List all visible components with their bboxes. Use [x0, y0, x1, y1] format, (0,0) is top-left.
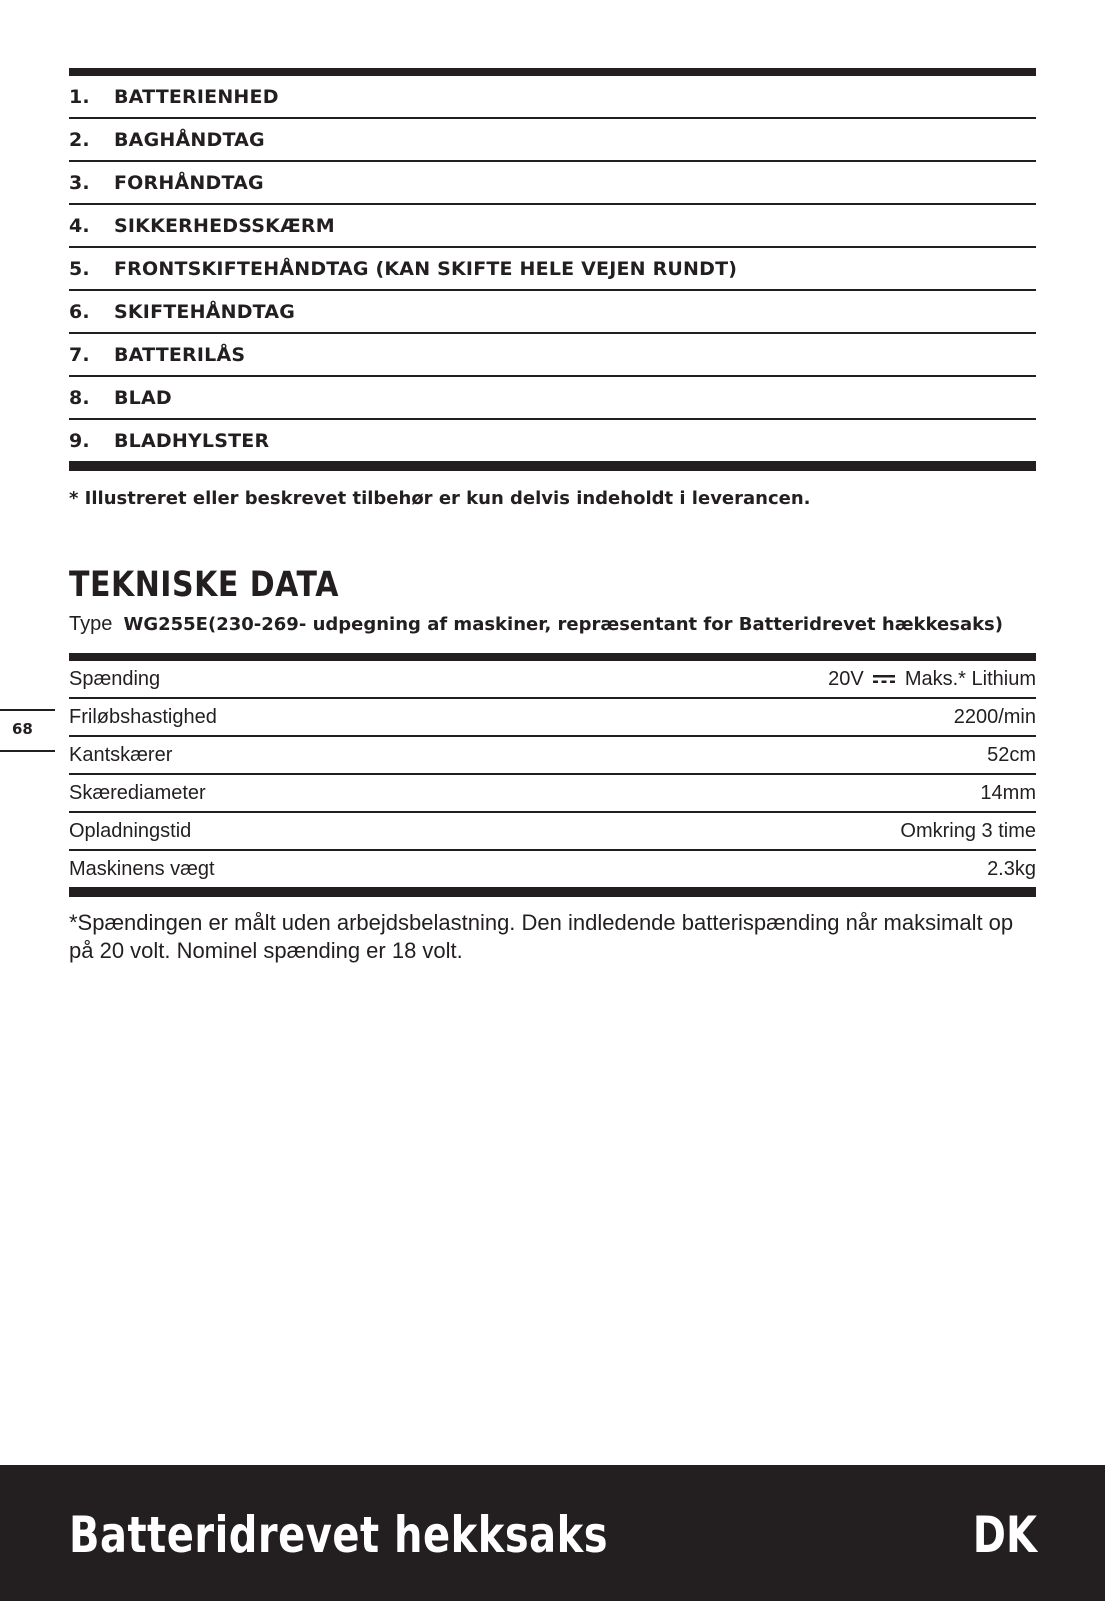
spec-top-rule	[69, 653, 1036, 661]
part-row	[69, 162, 1036, 205]
part-number: 5.	[69, 257, 90, 280]
bottom-rule	[69, 463, 1036, 471]
spec-label: Spænding	[69, 667, 161, 690]
spec-label: Maskinens vægt	[69, 857, 215, 880]
spec-row	[69, 661, 1036, 699]
part-label: BLADHYLSTER	[114, 429, 270, 452]
spec-label: Friløbshastighed	[69, 705, 217, 728]
part-row	[69, 76, 1036, 119]
spec-label: Opladningstid	[69, 819, 192, 842]
type-label: Type	[69, 613, 113, 635]
part-number: 8.	[69, 386, 90, 409]
technical-data-section	[69, 566, 1036, 965]
type-line	[69, 610, 1036, 639]
part-label: BLAD	[114, 386, 172, 409]
part-label: FRONTSKIFTEHÅNDTAG (KAN SKIFTE HELE VEJEN RUNDT)	[114, 257, 738, 280]
type-value: WG255E(230-269- udpegning af maskiner, repræsentant for Batteridrevet hækkesaks)	[123, 614, 1003, 635]
spec-row	[69, 699, 1036, 737]
part-row	[69, 420, 1036, 463]
part-row	[69, 119, 1036, 162]
part-number: 6.	[69, 300, 90, 323]
top-rule	[69, 68, 1036, 76]
spec-value: 2.3kg	[987, 857, 1036, 880]
part-number: 2.	[69, 128, 90, 151]
spec-value-voltage: 20V	[828, 667, 864, 690]
parts-note: * Illustreret eller beskrevet tilbehør er kun delvis indeholdt i leverancen.	[69, 488, 811, 509]
page-tab-rule-bottom	[0, 750, 55, 752]
footer-banner	[0, 1465, 1105, 1601]
voltage-footnote: *Spændingen er målt uden arbejdsbelastning. Den indledende batterispænding når maksimalt op på 20 volt. Nominel spænding er 18 volt.	[69, 910, 1014, 963]
spec-row	[69, 775, 1036, 813]
part-label: BATTERILÅS	[114, 343, 246, 366]
language-code: DK	[972, 1507, 1037, 1565]
part-number: 9.	[69, 429, 90, 452]
part-label: BAGHÅNDTAG	[114, 128, 265, 151]
part-row	[69, 334, 1036, 377]
spec-value: Omkring 3 time	[900, 819, 1036, 842]
part-number: 3.	[69, 171, 90, 194]
spec-row	[69, 813, 1036, 851]
page-number: 68	[12, 720, 33, 738]
spec-value: 52cm	[987, 743, 1036, 766]
part-row	[69, 377, 1036, 420]
part-label: BATTERIENHED	[114, 85, 279, 108]
spec-row	[69, 737, 1036, 775]
parts-list	[69, 68, 1036, 509]
part-row	[69, 291, 1036, 334]
page-tab-rule-top	[0, 709, 55, 711]
dc-current-icon	[873, 674, 895, 684]
spec-value	[828, 668, 1036, 691]
section-title: TEKNISKE DATA	[69, 564, 339, 606]
spec-value: 14mm	[980, 781, 1036, 804]
spec-label: Kantskærer	[69, 743, 173, 766]
part-label: SKIFTEHÅNDTAG	[114, 300, 296, 323]
spec-table	[69, 653, 1036, 897]
part-number: 7.	[69, 343, 90, 366]
footer-title: Batteridrevet hekksaks	[69, 1507, 609, 1565]
spec-value-type: Maks.* Lithium	[904, 667, 1036, 690]
part-row	[69, 248, 1036, 291]
spec-label: Skærediameter	[69, 781, 206, 804]
part-number: 4.	[69, 214, 90, 237]
spec-bottom-rule	[69, 889, 1036, 897]
part-number: 1.	[69, 85, 90, 108]
spec-value: 2200/min	[953, 705, 1036, 728]
part-label: SIKKERHEDSSKÆRM	[114, 214, 335, 237]
part-row	[69, 205, 1036, 248]
part-label: FORHÅNDTAG	[114, 171, 264, 194]
spec-row	[69, 851, 1036, 889]
